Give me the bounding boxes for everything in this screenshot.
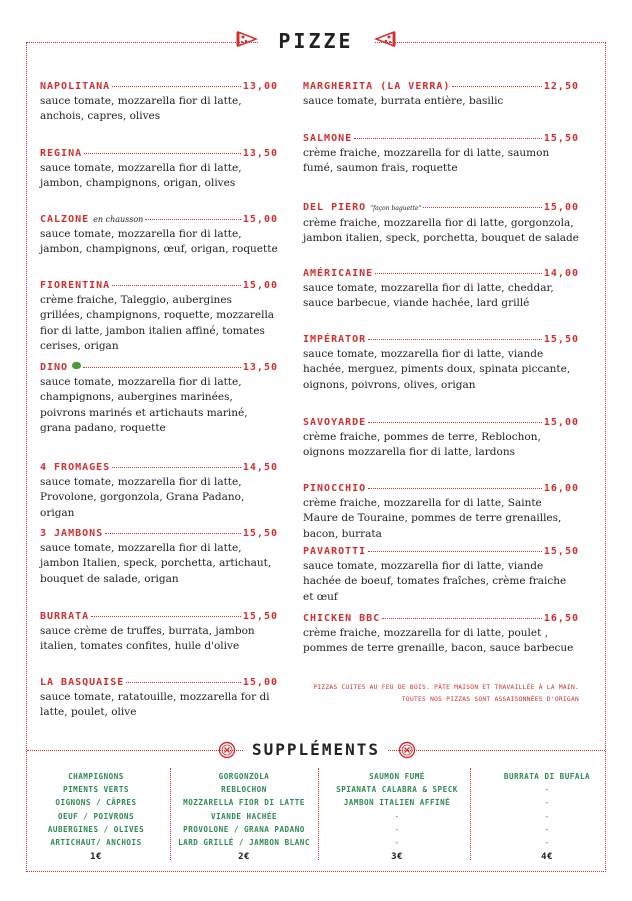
supplement-item: JAMBON ITALIEN AFFINÉ [343,798,451,808]
item-description: crème fraiche, mozzarella for di latte, Sainte Maure de Touraine, pommes de terre grenailles, bacon, burrata [303,497,562,540]
item-note: "façon baguette" [370,205,422,212]
supplement-item: PROVOLONE / GRANA PADANO [183,824,305,834]
item-name: IMPÉRATOR [303,334,367,345]
supplement-item: OEUF / POIVRONS [57,811,135,821]
supplement-item: AUBERGINES / OLIVES [47,824,145,834]
item-description: sauce tomate, mozzarella fior di latte, Provolone, gorgonzola, Grana Padano, origan [40,476,245,519]
supplement-item: PIMENTS VERTS [63,785,129,795]
menu-item [40,147,278,213]
supplement-item: REBLOCHON [221,785,267,795]
item-price: 15,50 [242,528,278,539]
column-divider [318,768,319,860]
supplement-item: - [544,811,550,821]
item-name: PINOCCHIO [303,483,367,494]
supplement-price: 1€ [90,852,102,863]
supplement-price: 3€ [391,852,403,863]
supplement-column-1 [26,770,166,864]
supplement-item: SPIANATA CALABRA & SPECK [336,785,458,795]
item-name: CALZONE [40,214,90,225]
item-price: 13,50 [242,362,278,373]
menu-item [40,279,278,361]
item-description: crème fraiche, pommes de terre, Reblochon, oignons mozzarella fior di latte, lardons [303,431,541,459]
item-name: NAPOLITANA [40,81,111,92]
supplement-item: MOZZARELLA FIOR DI LATTE [183,798,305,808]
menu-item [40,610,278,676]
item-name: DINO [40,362,69,373]
item-description: sauce tomate, mozzarella fior di latte, jambon, champignons, œuf, origan, roquette [40,228,278,256]
note-line: PIZZAS CUITES AU FEU DE BOIS. PÂTE MAISON ET TRAVAILLÉE À LA MAIN. [313,684,579,691]
item-name: CHICKEN BBC [303,613,381,624]
left-menu-column [40,80,278,721]
item-price: 15,00 [242,677,278,688]
item-description: sauce tomate, mozzarella fior di latte, viande hachée de boeuf, tomates fraîches, crème fraiche et œuf [303,560,567,603]
item-name: MARGHERITA (LA VERRA) [303,81,451,92]
supplements-title: SUPPLÉMENTS [244,738,388,762]
supplement-item: BURRATA DI BUFALA [503,772,591,781]
supplement-item: OIGNONS / CÂPRES [55,798,137,808]
page-title: PIZZE [258,28,374,54]
item-price: 15,50 [242,611,278,622]
item-name: REGINA [40,148,83,159]
item-price: 15,50 [543,334,579,345]
pizza-slice-icon [236,30,258,48]
item-price: 14,00 [543,268,579,279]
pizza-slice-icon [374,30,396,48]
menu-item [303,333,579,416]
item-name: FIORENTINA [40,280,111,291]
item-name: DEL PIERO [303,202,367,213]
item-price: 15,00 [242,280,278,291]
supplement-item: GORGONZOLA [218,772,270,781]
item-price: 15,00 [242,214,278,225]
menu-item [303,201,579,267]
item-price: 13,00 [242,81,278,92]
supplement-item: - [544,785,550,795]
item-name: SALMONE [303,133,353,144]
item-description: sauce tomate, mozzarella fior di latte, anchois, capres, olives [40,95,242,123]
item-name: LA BASQUAISE [40,677,125,688]
item-note: en chausson [93,215,144,224]
item-name: 3 JAMBONS [40,528,104,539]
supplement-item: - [394,811,400,821]
item-name: PAVAROTTI [303,546,367,557]
menu-item [40,461,278,527]
supplement-column-4 [472,770,622,864]
item-price: 12,50 [543,81,579,92]
menu-item [40,213,278,279]
supplement-item: VIANDE HACHÉE [211,811,277,821]
item-price: 16,00 [543,483,579,494]
item-description: crème fraiche, mozzarella for di latte, saumon fumé, saumon frais, roquette [303,147,550,175]
supplement-plus-icon [398,741,416,759]
item-description: sauce tomate, mozzarella fior di latte, viande hachée, merguez, piments doux, spinata piccante, oignons, poivrons, olives, origan [303,348,571,391]
item-price: 13,50 [242,148,278,159]
note-line: TOUTES NOS PIZZAS SONT ASSAISONNÉES D'ORIGAN [401,696,579,703]
item-price: 15,00 [543,202,579,213]
item-description: sauce tomate, mozzarella fior di latte, jambon, champignons, origan, olives [40,162,242,190]
item-name: AMÉRICAINE [303,268,374,279]
menu-item [40,80,278,147]
item-name: SAVOYARDE [303,417,367,428]
item-description: crème fraiche, mozzarella fior di latte, gorgonzola, jambon italien, speck, porchetta, bouquet de salade [303,217,579,245]
menu-item [303,545,579,612]
supplement-plus-icon [218,741,236,759]
item-name: BURRATA [40,611,90,622]
menu-item [303,416,579,482]
supplement-item: - [394,824,400,834]
item-description: crème fraiche, mozzarella for di latte, poulet , pommes de terre grenaille, bacon, sauce barbecue [303,627,574,655]
item-description: sauce tomate, ratatouille, mozzarella for di latte, poulet, olive [40,691,270,719]
item-price: 15,00 [543,417,579,428]
menu-item [40,676,278,721]
menu-item [303,612,579,657]
item-description: sauce tomate, mozzarella fior di latte, cheddar, sauce barbecue, viande hachée, lard grillé [303,282,554,310]
item-price: 15,50 [543,546,579,557]
item-description: sauce tomate, mozzarella fior di latte, jambon Italien, speck, porchetta, artichaut, bouquet de salade, origan [40,542,272,585]
supplement-item: LARD GRILLÉ / JAMBON BLANC [178,838,310,848]
item-description: crème fraiche, Taleggio, aubergines grillées, champignons, roquette, mozzarella fior di latte, jambon italien affiné, tomates cerises, origan [40,294,275,352]
item-description: sauce tomate, mozzarella fior di latte, champignons, aubergines marinées, poivrons marinés et artichauts mariné, grana padano, roquette [40,376,248,434]
menu-item [40,527,278,610]
veggie-badge-icon [72,362,81,369]
item-price: 15,50 [543,133,579,144]
menu-item [303,80,579,132]
supplement-column-3 [322,770,472,864]
right-menu-column [303,80,579,657]
item-price: 14,50 [242,462,278,473]
item-description: sauce tomate, burrata entière, basilic [303,95,504,107]
supplement-item: - [544,798,550,808]
supplement-item: ARTICHAUT/ ANCHOIS [50,838,142,848]
supplement-item: - [544,838,550,848]
item-price: 16,50 [543,613,579,624]
supplement-item: SAUMON FUMÉ [369,772,425,781]
item-description: sauce crème de truffes, burrata, jambon italien, tomates confites, huile d'olive [40,625,255,653]
supplement-column-2 [171,770,317,864]
menu-item [303,482,579,545]
menu-item [303,132,579,201]
supplement-item: - [544,824,550,834]
supplement-item: CHAMPIGNONS [68,772,124,781]
supplement-item: - [394,838,400,848]
menu-item [303,267,579,333]
menu-notes [303,682,579,706]
supplement-price: 4€ [541,852,553,863]
item-name: 4 FROMAGES [40,462,111,473]
supplement-price: 2€ [238,852,250,863]
menu-item [40,361,278,461]
